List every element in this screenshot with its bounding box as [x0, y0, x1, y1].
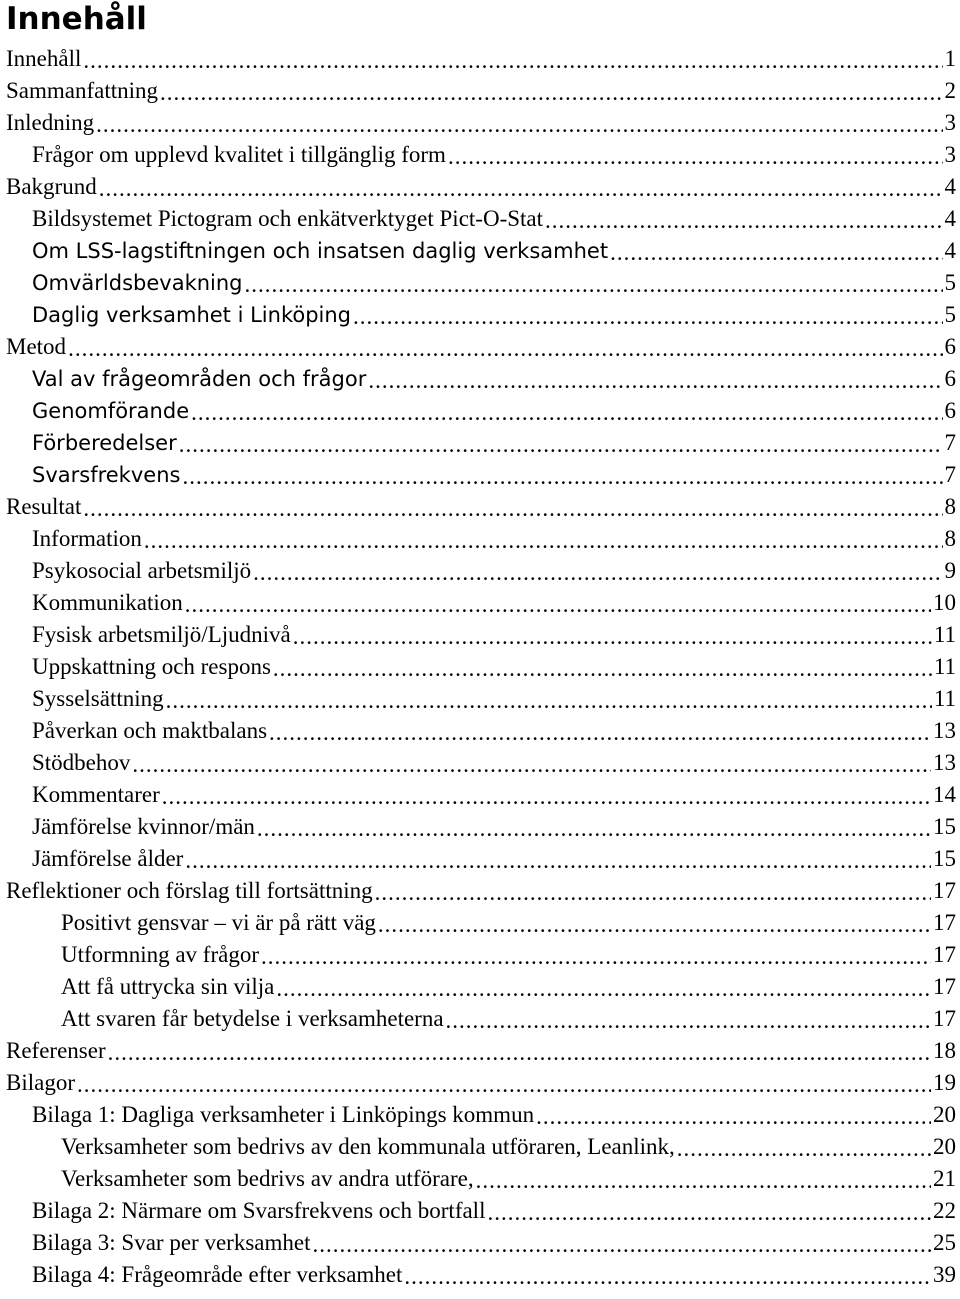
toc-entry-title: Omvärldsbevakning	[32, 271, 243, 295]
toc-entry-page-number: 20	[933, 1102, 956, 1127]
toc-dot-leader	[185, 587, 931, 619]
toc-dot-leader	[368, 363, 942, 395]
toc-dot-leader	[99, 171, 943, 203]
toc-entry[interactable]	[0, 491, 960, 523]
toc-entry[interactable]	[0, 1099, 960, 1131]
toc-entry-page-number: 20	[933, 1134, 956, 1159]
toc-entry[interactable]	[0, 107, 960, 139]
toc-entry-page-number: 7	[944, 462, 956, 487]
toc-dot-leader	[610, 235, 942, 267]
toc-entry-page-number: 3	[944, 110, 956, 135]
toc-entry[interactable]	[0, 779, 960, 811]
toc-dot-leader	[96, 107, 942, 139]
toc-entry-page-number: 17	[933, 974, 956, 999]
toc-entry-page-number: 17	[933, 942, 956, 967]
toc-entry[interactable]	[0, 235, 960, 267]
toc-entry-page-number: 13	[933, 718, 956, 743]
toc-entry-title: Bilaga 3: Svar per verksamhet	[32, 1230, 311, 1255]
toc-entry-title: Utformning av frågor	[61, 942, 259, 967]
toc-entry[interactable]	[0, 427, 960, 459]
toc-entry[interactable]	[0, 1067, 960, 1099]
toc-entry-title: Frågor om upplevd kvalitet i tillgänglig form	[32, 142, 446, 167]
toc-dot-leader	[448, 139, 943, 171]
toc-entry-page-number: 18	[933, 1038, 956, 1063]
toc-dot-leader	[77, 1067, 931, 1099]
toc-entry-page-number: 6	[944, 366, 956, 391]
toc-dot-leader	[162, 779, 931, 811]
toc-entry-title: Bilaga 2: Närmare om Svarsfrekvens och bortfall	[32, 1198, 486, 1223]
toc-entry[interactable]	[0, 587, 960, 619]
toc-entry-title: Metod	[6, 334, 67, 359]
toc-dot-leader	[83, 491, 942, 523]
toc-entry[interactable]	[0, 299, 960, 331]
toc-entry-title: Resultat	[6, 494, 82, 519]
toc-entry-page-number: 6	[944, 334, 956, 359]
toc-dot-leader	[185, 843, 931, 875]
toc-dot-leader	[378, 907, 931, 939]
toc-entry[interactable]	[0, 875, 960, 907]
toc-entry-page-number: 3	[944, 142, 956, 167]
toc-dot-leader	[353, 299, 942, 331]
toc-entry-title: Reflektioner och förslag till fortsättning	[6, 878, 373, 903]
toc-entry-title: Svarsfrekvens	[32, 463, 181, 487]
toc-dot-leader	[144, 523, 943, 555]
toc-entry-title: Att få uttrycka sin vilja	[61, 974, 275, 999]
toc-dot-leader	[132, 747, 931, 779]
toc-entry-page-number: 15	[933, 814, 956, 839]
toc-entry-page-number: 5	[944, 270, 956, 295]
toc-dot-leader	[182, 459, 942, 491]
toc-entry[interactable]	[0, 651, 960, 683]
toc-entry-page-number: 17	[933, 910, 956, 935]
toc-dot-leader	[160, 75, 942, 107]
page-title: Innehåll	[6, 1, 147, 37]
toc-entry-title: Stödbehov	[32, 750, 131, 775]
toc-entry-page-number: 4	[944, 206, 956, 231]
toc-entry-page-number: 17	[933, 878, 956, 903]
toc-dot-leader	[536, 1099, 931, 1131]
toc-entry-page-number: 5	[944, 302, 956, 327]
toc-entry[interactable]	[0, 203, 960, 235]
toc-entry-title: Referenser	[6, 1038, 106, 1063]
toc-entry[interactable]	[0, 331, 960, 363]
toc-entry[interactable]	[0, 1163, 960, 1195]
toc-entry[interactable]	[0, 619, 960, 651]
toc-entry-page-number: 13	[933, 750, 956, 775]
toc-entry-title: Innehåll	[6, 46, 82, 71]
toc-entry[interactable]	[0, 523, 960, 555]
toc-entry-title: Om LSS-lagstiftningen och insatsen daglig verksamhet	[32, 239, 609, 263]
toc-dot-leader	[257, 811, 931, 843]
toc-dot-leader	[476, 1163, 931, 1195]
toc-entry-title: Genomförande	[32, 399, 190, 423]
toc-entry-title: Positivt gensvar – vi är på rätt väg	[61, 910, 376, 935]
toc-entry-page-number: 2	[944, 78, 956, 103]
toc-entry-page-number: 21	[933, 1166, 956, 1191]
toc-dot-leader	[677, 1131, 931, 1163]
toc-entry-title: Psykosocial arbetsmiljö	[32, 558, 252, 583]
toc-entry[interactable]	[0, 1195, 960, 1227]
toc-entry[interactable]	[0, 939, 960, 971]
toc-entry-page-number: 9	[944, 558, 956, 583]
toc-entry[interactable]	[0, 43, 960, 75]
toc-dot-leader	[487, 1195, 931, 1227]
toc-entry-page-number: 25	[933, 1230, 956, 1255]
toc-entry-page-number: 17	[933, 1006, 956, 1031]
toc-entry-page-number: 15	[933, 846, 956, 871]
toc-entry-title: Information	[32, 526, 142, 551]
toc-entry[interactable]	[0, 683, 960, 715]
toc-entry[interactable]	[0, 1131, 960, 1163]
toc-dot-leader	[83, 43, 942, 75]
toc-dot-leader	[245, 267, 943, 299]
toc-dot-leader	[108, 1035, 931, 1067]
toc-entry-page-number: 8	[944, 526, 956, 551]
toc-dot-leader	[179, 427, 943, 459]
toc-entry-page-number: 11	[933, 686, 956, 711]
toc-entry[interactable]	[0, 747, 960, 779]
toc-entry-title: Jämförelse ålder	[32, 846, 184, 871]
toc-entry-title: Jämförelse kvinnor/män	[32, 814, 255, 839]
toc-entry-title: Bilagor	[6, 1070, 75, 1095]
toc-entry-title: Kommunikation	[32, 590, 183, 615]
toc-entry-title: Förberedelser	[32, 431, 177, 455]
toc-dot-leader	[293, 619, 932, 651]
toc-dot-leader	[191, 395, 942, 427]
toc-entry-title: Bakgrund	[6, 174, 97, 199]
toc-entry-page-number: 11	[933, 654, 956, 679]
toc-entry-page-number: 7	[944, 430, 956, 455]
toc-dot-leader	[312, 1227, 931, 1259]
toc-dot-leader	[446, 1003, 931, 1035]
toc-entry-page-number: 22	[933, 1198, 956, 1223]
toc-entry[interactable]	[0, 811, 960, 843]
toc-dot-leader	[273, 651, 932, 683]
toc-entry-page-number: 6	[944, 398, 956, 423]
toc-entry[interactable]	[0, 1035, 960, 1067]
toc-entry[interactable]	[0, 843, 960, 875]
toc-entry[interactable]	[0, 171, 960, 203]
toc-dot-leader	[261, 939, 931, 971]
toc-entry-title: Sysselsättning	[32, 686, 164, 711]
toc-entry-page-number: 39	[933, 1262, 956, 1287]
toc-dot-leader	[375, 875, 931, 907]
toc-entry[interactable]	[0, 139, 960, 171]
toc-entry-title: Kommentarer	[32, 782, 160, 807]
toc-entry[interactable]	[0, 363, 960, 395]
toc-entry-title: Verksamheter som bedrivs av den kommunala utföraren, Leanlink,	[61, 1134, 675, 1159]
toc-entry[interactable]	[0, 1003, 960, 1035]
toc-entry[interactable]	[0, 267, 960, 299]
toc-entry[interactable]	[0, 75, 960, 107]
toc-dot-leader	[404, 1259, 931, 1291]
toc-entry-title: Bilaga 4: Frågeområde efter verksamhet	[32, 1262, 403, 1287]
toc-entry-page-number: 4	[944, 174, 956, 199]
toc-entry[interactable]	[0, 555, 960, 587]
toc-entry-title: Påverkan och maktbalans	[32, 718, 268, 743]
toc-entry-title: Uppskattning och respons	[32, 654, 271, 679]
toc-entry-title: Sammanfattning	[6, 78, 159, 103]
toc-entry[interactable]	[0, 907, 960, 939]
toc-entry[interactable]	[0, 1227, 960, 1259]
toc-entry-page-number: 1	[944, 46, 956, 71]
toc-entry[interactable]	[0, 459, 960, 491]
toc-entry-page-number: 11	[933, 622, 956, 647]
toc-entry[interactable]	[0, 395, 960, 427]
toc-entry-page-number: 8	[944, 494, 956, 519]
toc-dot-leader	[166, 683, 932, 715]
toc-entry-page-number: 14	[933, 782, 956, 807]
toc-entry-title: Fysisk arbetsmiljö/Ljudnivå	[32, 622, 291, 647]
toc-entry-page-number: 10	[933, 590, 956, 615]
toc-dot-leader	[545, 203, 942, 235]
toc-entry-title: Val av frågeområden och frågor	[32, 367, 367, 391]
toc-entry-title: Bilaga 1: Dagliga verksamheter i Linköpings kommun	[32, 1102, 535, 1127]
toc-entry[interactable]	[0, 1259, 960, 1291]
toc-dot-leader	[276, 971, 931, 1003]
toc-entry-title: Daglig verksamhet i Linköping	[32, 303, 352, 327]
toc-entry-page-number: 19	[933, 1070, 956, 1095]
toc-entry-title: Bildsystemet Pictogram och enkätverktyget Pict-O-Stat	[32, 206, 544, 231]
toc-entry-title: Verksamheter som bedrivs av andra utförare,	[61, 1166, 474, 1191]
toc-dot-leader	[269, 715, 931, 747]
toc-dot-leader	[68, 331, 942, 363]
toc-dot-leader	[253, 555, 942, 587]
toc-entry[interactable]	[0, 971, 960, 1003]
table-of-contents	[0, 43, 960, 1291]
toc-entry-title: Att svaren får betydelse i verksamheterna	[61, 1006, 444, 1031]
toc-entry-title: Inledning	[6, 110, 95, 135]
toc-entry-page-number: 4	[944, 238, 956, 263]
toc-entry[interactable]	[0, 715, 960, 747]
